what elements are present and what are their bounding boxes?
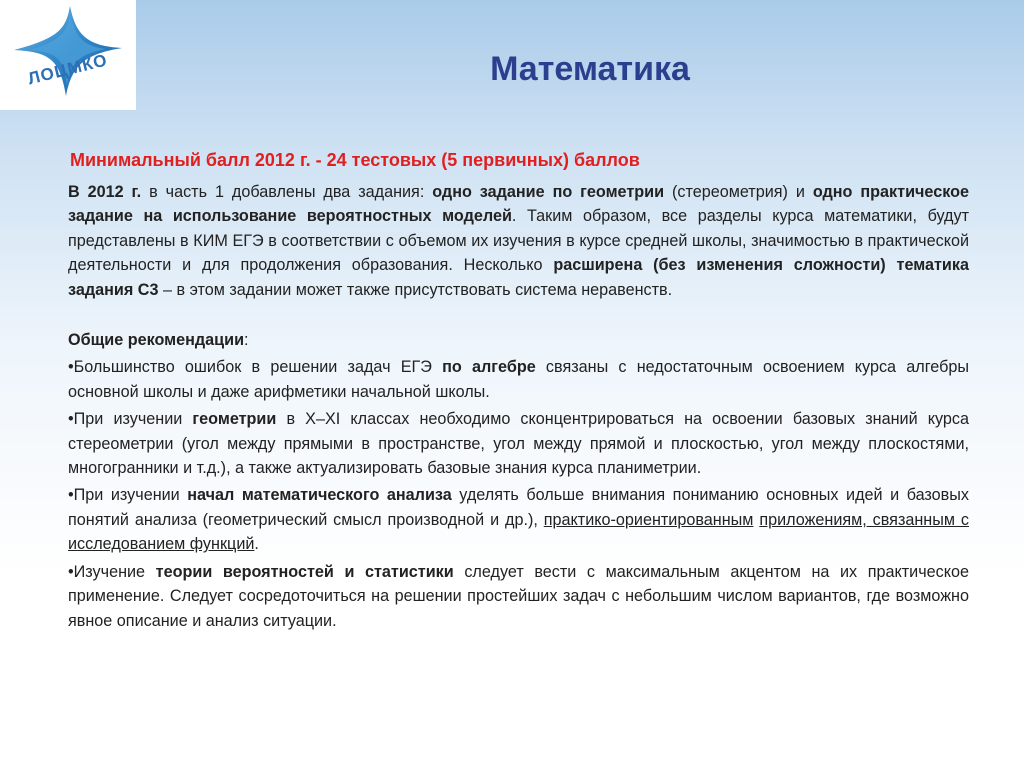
rec-bold: по алгебре (442, 358, 536, 377)
intro-bold-practical: одно практическое задание на использование вероятностных моделей (68, 183, 969, 226)
rec-bold: геометрии (192, 410, 277, 429)
intro-bold-c3: расширена (без изменения сложности) тематика задания С3 (68, 256, 969, 299)
intro-paragraph (68, 180, 969, 302)
rec-text: •Изучение (68, 562, 156, 581)
rec-text: следует вести с максимальным акцентом на их практическое применение. Следует сосредоточиться на решении простейших задач с небольшим числом вариантов, где возможно явное описание и анализ ситуации. (68, 562, 970, 630)
rec-text: •При изучении (68, 410, 193, 429)
rec-text: уделять больше внимания пониманию основных идей и базовых понятий анализа (геометрический смысл производной и др.), (68, 486, 969, 529)
rec-underlined: приложениям, связанным с исследованием функций (68, 510, 969, 554)
rec-text: в X–XI классах необходимо сконцентрироваться на освоении базовых знаний курса стереометрии (угол между прямыми в пространстве, угол между прямой и плоскостью, угол между плоскостями, многогранники и т.д.), а также актуализировать базовые знания курса планиметрии. (68, 410, 970, 478)
intro-text-4: – в этом задании может также присутствовать система неравенств. (158, 280, 673, 299)
rec-text: •Большинство ошибок в решении задач ЕГЭ (68, 358, 443, 377)
rec-bold: начал математического анализа (187, 486, 452, 505)
recommendation-item (68, 355, 969, 404)
intro-year: В 2012 г. (68, 183, 142, 201)
page-subtitle: Минимальный балл 2012 г. - 24 тестовых (5 первичных) баллов (70, 150, 640, 170)
content-body (68, 180, 969, 636)
intro-text-1: в часть 1 добавлены два задания: (141, 183, 433, 201)
rec-underlined: практико-ориентированным (543, 510, 754, 529)
rec-bold: теории вероятностей и статистики (155, 562, 454, 581)
intro-bold-geometry: одно задание по геометрии (432, 183, 665, 201)
recommendation-item (68, 483, 969, 556)
recommendations-colon: : (244, 331, 249, 350)
recommendation-item (68, 560, 969, 633)
recommendation-item (68, 407, 969, 480)
rec-text: •При изучении (68, 486, 188, 505)
intro-text-3: . Таким образом, все разделы курса математики, будут представлены в КИМ ЕГЭ в соответствии с объемом их изучения в курсе средней школы, значимостью в практической деятельности и для продолжения образования. Несколько (68, 207, 969, 275)
rec-text: связаны с недостаточным освоением курса алгебры основной школы и даже арифметики начальной школы. (68, 358, 969, 401)
rec-text: . (254, 535, 259, 554)
logo-text: ЛОЦМКО (26, 50, 110, 89)
intro-text-2: (стереометрия) и (664, 183, 813, 201)
recommendations-title: Общие рекомендации (68, 331, 245, 350)
page-title: Математика (490, 50, 690, 88)
recommendations-heading (68, 328, 969, 352)
